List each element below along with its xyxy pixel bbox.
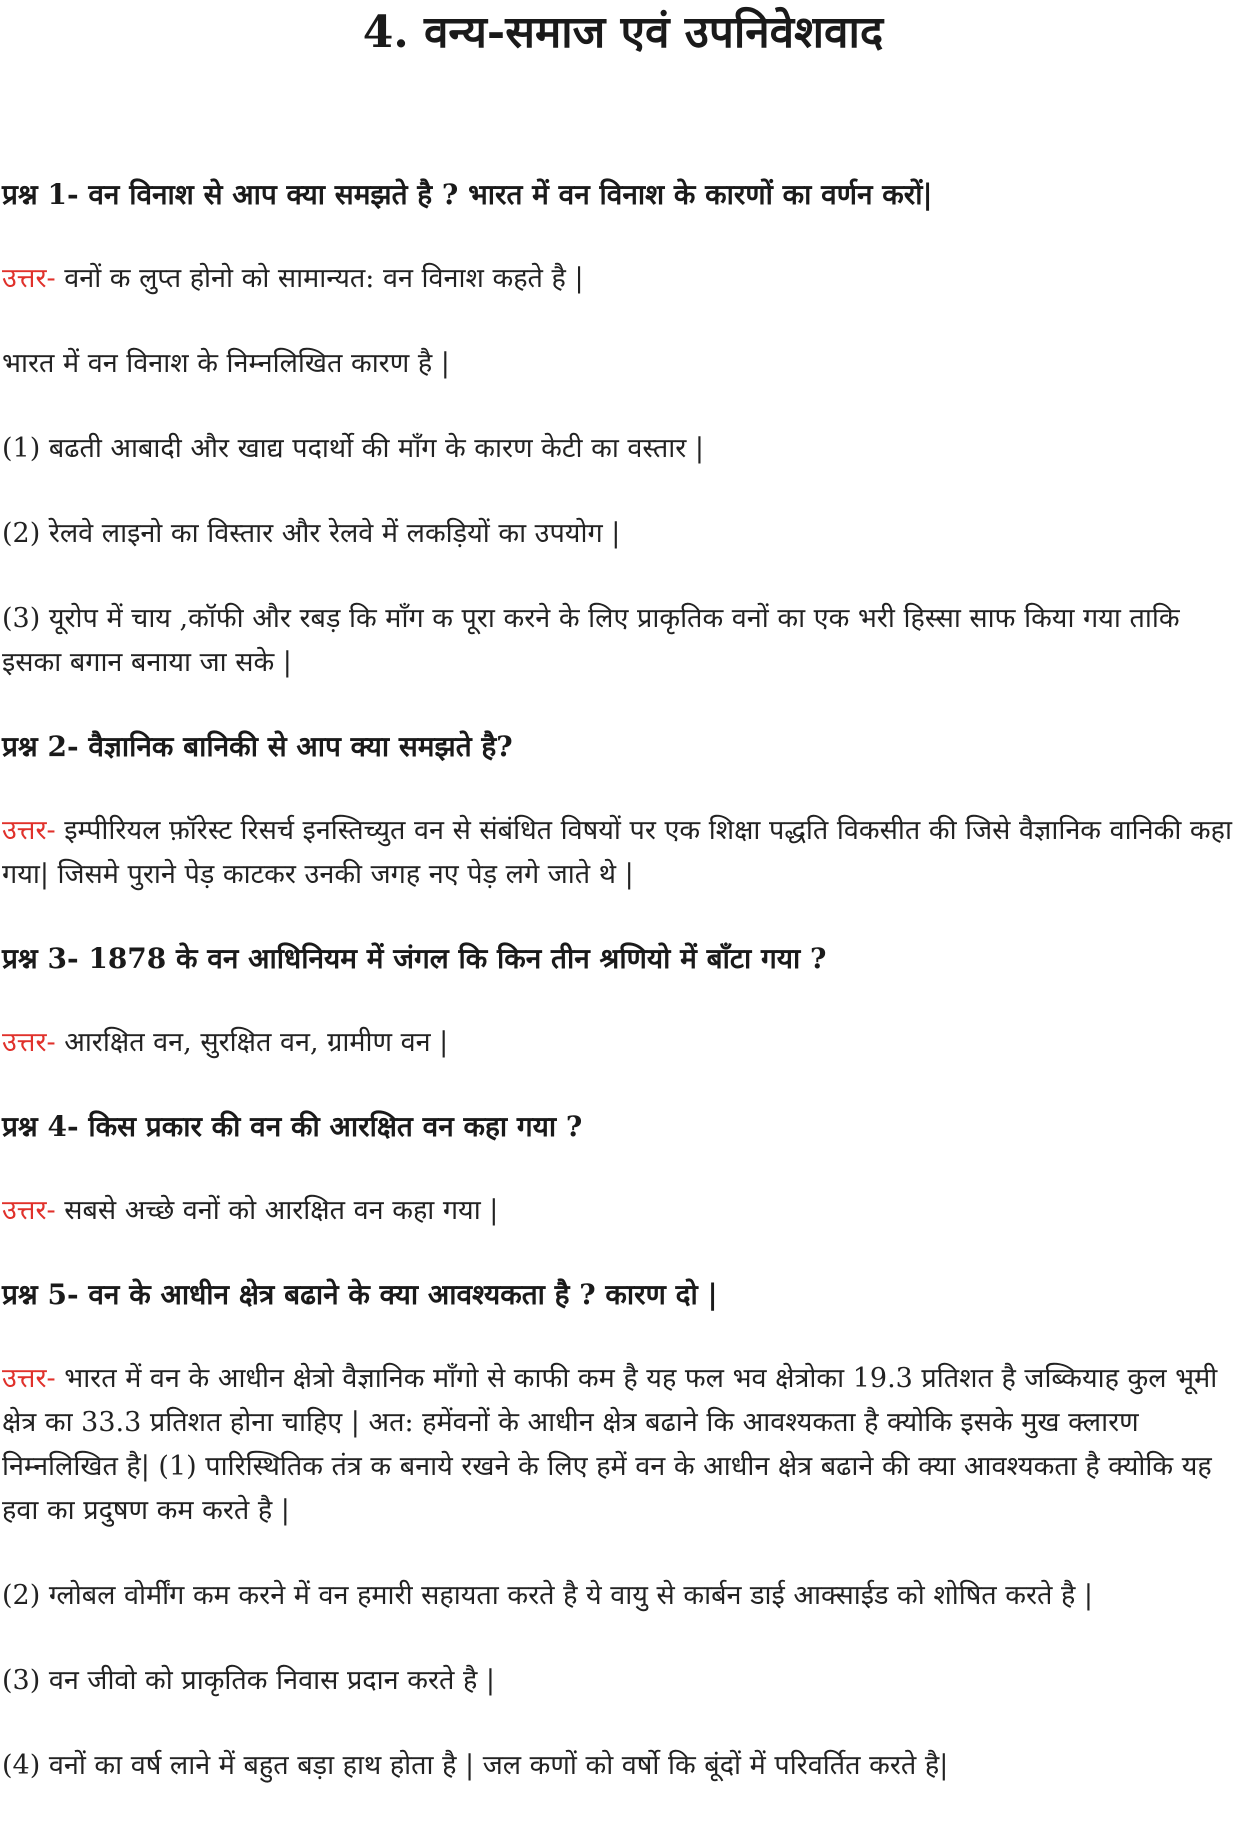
question-5-prefix: प्रश्न 5- — [2, 1278, 79, 1311]
question-4-prefix: प्रश्न 4- — [2, 1110, 79, 1143]
answer-2 — [2, 809, 1244, 897]
paragraph-reason-3: (3) वन जीवो को प्राकृतिक निवास प्रदान करते है | — [2, 1665, 495, 1696]
question-2-prefix: प्रश्न 2- — [2, 730, 79, 763]
paragraph-cause-3: (3) यूरोप में चाय ,कॉफी और रबड़ कि माँग क पूरा करने के लिए प्राकृतिक वनों का एक भरी हिस्सा साफ किया गया ताकि इसका बगान बनाया जा सके | — [2, 603, 1180, 678]
answer-2-text: इम्पीरियल फ़ॉरेस्ट रिसर्च इनस्तिच्युत वन से संबंधित विषयों पर एक शिक्षा पद्धति विकसीत की जिसे वैज्ञानिक वानिकी कहा गया| जिसमे पुराने पेड़ काटकर उनकी जगह नए पेड़ लगे जाते थे | — [2, 815, 1232, 890]
answer-1-text: वनों क लुप्त होनो को सामान्यत: वन विनाश कहते है | — [55, 263, 584, 294]
answer-4 — [2, 1189, 1244, 1233]
paragraph-cause-2: (2) रेलवे लाइनो का विस्तार और रेलवे में लकड़ियों का उपयोग | — [2, 518, 621, 549]
question-4-text: किस प्रकार की वन की आरक्षित वन कहा गया ? — [78, 1110, 583, 1143]
question-3-text: 1878 के वन आधिनियम में जंगल कि किन तीन श्रणियो में बाँटा गया ? — [78, 942, 827, 975]
paragraph-causes-intro: भारत में वन विनाश के निम्नलिखित कारण है | — [2, 348, 450, 379]
answer-3-label: उत्तर- — [2, 1027, 56, 1058]
question-4 — [2, 1106, 1244, 1148]
answer-5-text: भारत में वन के आधीन क्षेत्रो वैज्ञानिक माँगो से काफी कम है यह फल भव क्षेत्रोका 19.3 प्रतिशत है जब्कियाह कुल भूमी क्षेत्र का 33.3 प्रतिशत होना चाहिए | अत: हमेंवनों के आधीन क्षेत्र बढाने कि आवश्यकता है क्योकि इसके मुख क्लारण निम्नलिखित है| (1) पारिस्थितिक तंत्र क बनाये रखने के लिए हमें वन के आधीन क्षेत्र बढाने की क्या आवश्यकता है क्योकि यह हवा का प्रदुषण कम करते है | — [2, 1363, 1218, 1526]
paragraph-cause-1: (1) बढती आबादी और खाद्य पदार्थो की माँग के कारण केटी का वस्तार | — [2, 433, 705, 464]
question-5 — [2, 1274, 1244, 1316]
answer-3 — [2, 1021, 1244, 1065]
question-1-prefix: प्रश्न 1- — [2, 178, 79, 211]
question-3 — [2, 938, 1244, 980]
answer-2-label: उत्तर- — [2, 815, 56, 846]
paragraph-reason-2: (2) ग्लोबल वोर्मींग कम करने में वन हमारी सहायता करते है ये वायु से कार्बन डाई आक्साईड को शोषित करते है | — [2, 1580, 1094, 1611]
question-2-text: वैज्ञानिक बानिकी से आप क्या समझते है? — [78, 730, 513, 763]
answer-1 — [2, 257, 1244, 301]
question-2 — [2, 726, 1244, 768]
question-5-text: वन के आधीन क्षेत्र बढाने के क्या आवश्यकता है ? कारण दो | — [78, 1278, 718, 1311]
answer-4-text: सबसे अच्छे वनों को आरक्षित वन कहा गया | — [55, 1195, 499, 1226]
answer-4-label: उत्तर- — [2, 1195, 56, 1226]
answer-5-label: उत्तर- — [2, 1363, 56, 1394]
answer-5 — [2, 1357, 1244, 1533]
chapter-title: 4. वन्य-समाज एवं उपनिवेशवाद — [362, 7, 884, 58]
answer-1-label: उत्तर- — [2, 263, 56, 294]
answer-3-text: आरक्षित वन, सुरक्षित वन, ग्रामीण वन | — [55, 1027, 449, 1058]
question-1 — [2, 174, 1244, 216]
paragraph-reason-4: (4) वनों का वर्ष लाने में बहुत बड़ा हाथ होता है | जल कणों को वर्षो कि बूंदों में परिवर्तित करते है| — [2, 1750, 949, 1781]
question-3-prefix: प्रश्न 3- — [2, 942, 79, 975]
question-1-text: वन विनाश से आप क्या समझते है ? भारत में वन विनाश के कारणों का वर्णन करों| — [78, 178, 933, 211]
title-spacer — [2, 90, 1244, 174]
